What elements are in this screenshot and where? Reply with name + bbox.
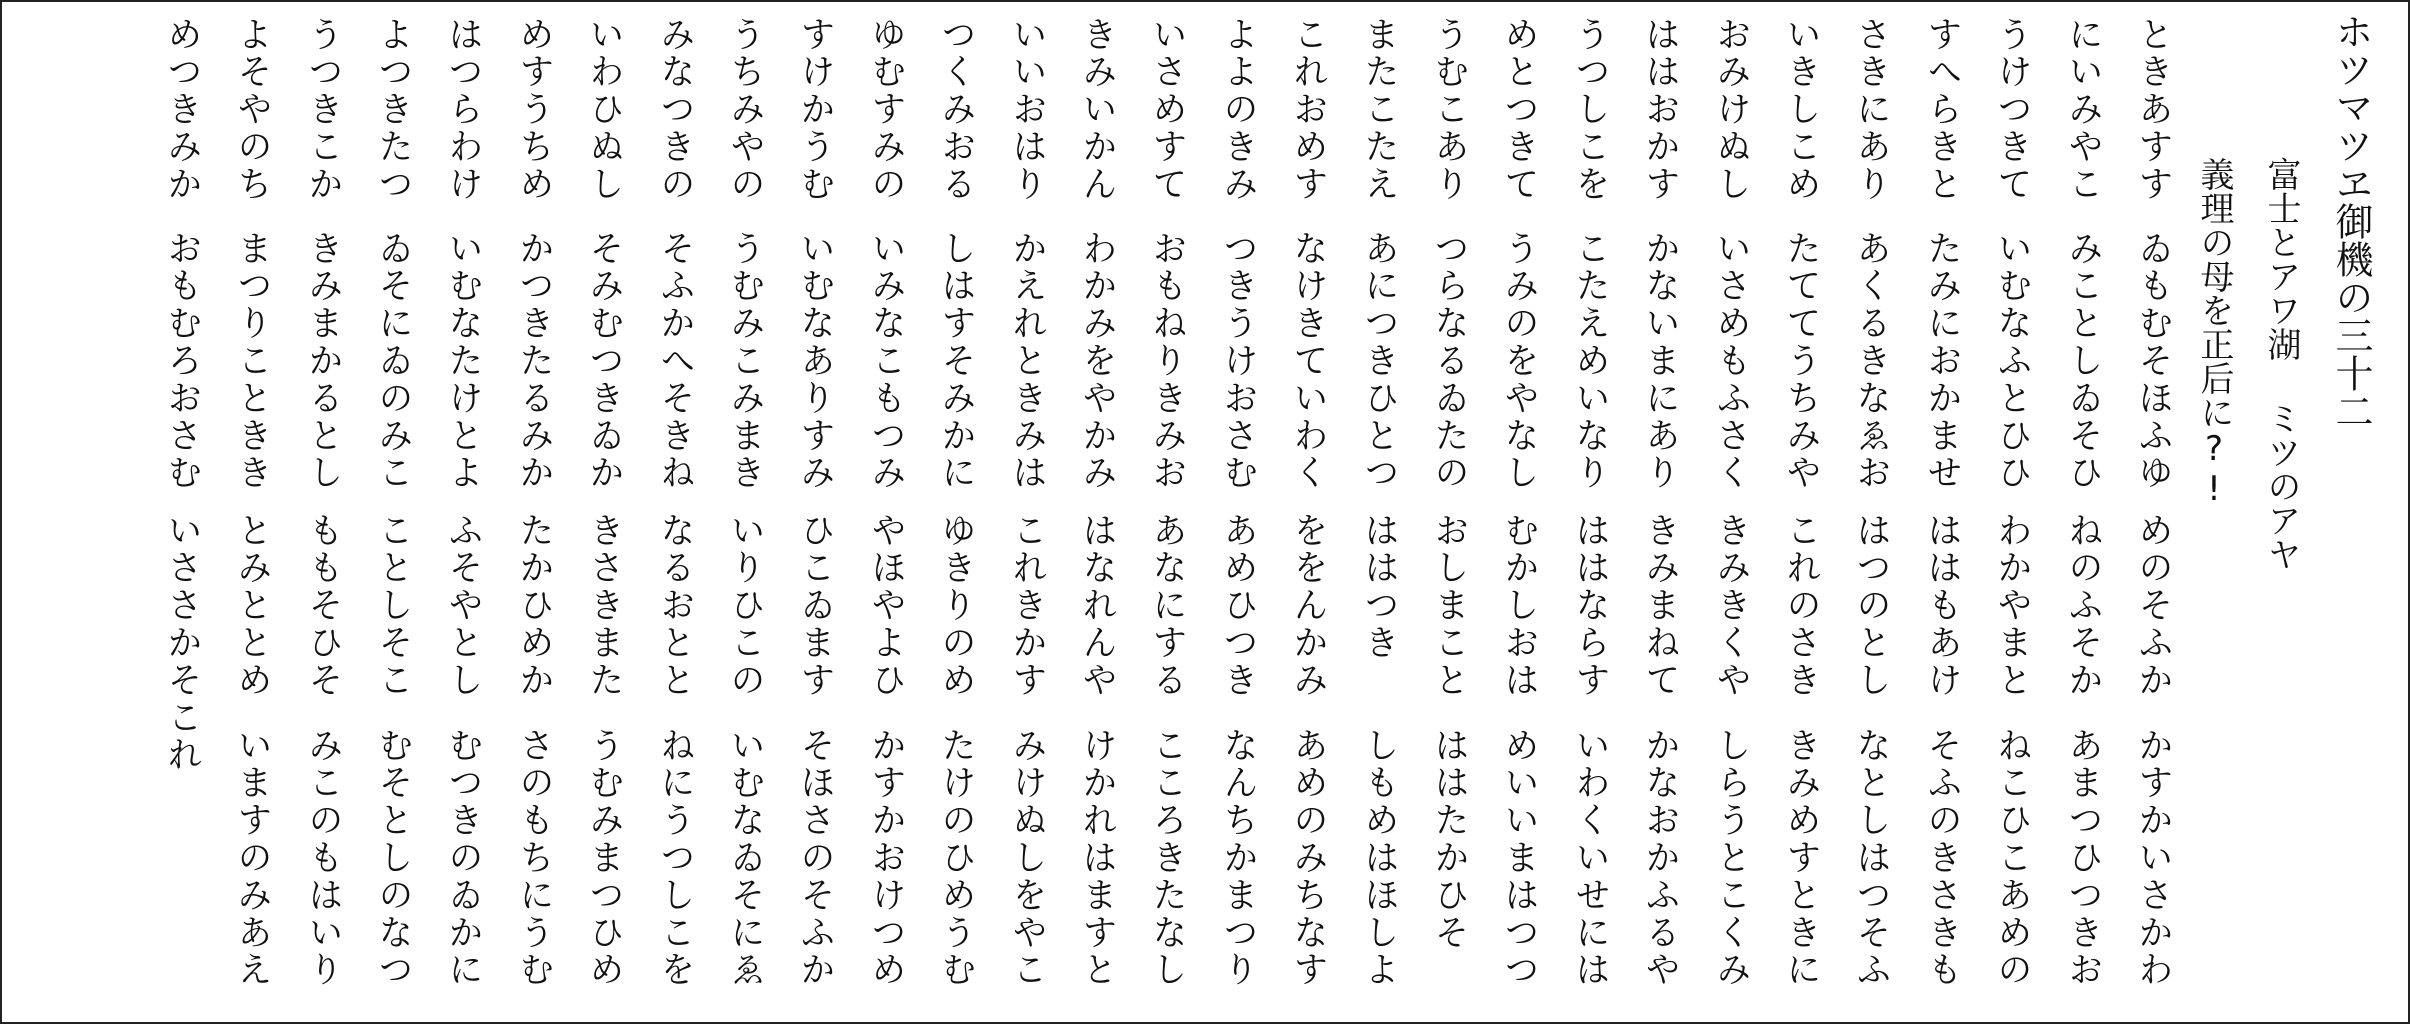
verse-segment: にいみやこ — [2063, 16, 2103, 203]
verse-segment: なとしはつそふ — [1851, 727, 1891, 989]
verse-segment: きみまかるとし — [303, 230, 343, 492]
verse-segment: うつしこを — [1570, 16, 1610, 203]
document-subtitle: 富士とアワ湖 ミツのアヤ — [2261, 157, 2301, 571]
verse-segment: あめひつき — [1218, 512, 1258, 699]
verse-segment: みこのもはいり — [303, 727, 343, 989]
verse-segment: しはすそみかに — [936, 230, 976, 492]
verse-segment: めのそふか — [2133, 512, 2173, 699]
verse-segment: しらうとこくみ — [1711, 727, 1751, 989]
verse-segment: とみととめ — [232, 512, 272, 699]
verse-segment: うけつきて — [1992, 16, 2032, 203]
verse-segment: なんちかまつり — [1218, 727, 1258, 989]
verse-segment: こたえめいなり — [1570, 230, 1610, 492]
verse-segment: いむなゐそにゑ — [725, 727, 765, 989]
verse-segment: あくるきなゑお — [1851, 230, 1891, 492]
verse-segment: いりひこの — [725, 512, 765, 699]
verse-segment: わかみをやかみ — [1077, 230, 1117, 492]
verse-segment: いきしこめ — [1781, 16, 1821, 203]
verse-segment: はつらわけ — [443, 16, 483, 203]
verse-segment: けかれはますと — [1077, 727, 1117, 989]
verse-segment: おもむろおさむ — [162, 230, 202, 492]
verse-segment: これおめす — [1288, 16, 1328, 203]
verse-segment: さのもちにうむ — [514, 727, 554, 989]
verse-segment: かすかおけつめ — [866, 727, 906, 989]
verse-segment: しもめはほしよ — [1359, 727, 1399, 989]
verse-segment: はつのとし — [1851, 512, 1891, 699]
verse-segment: いみなこもつみ — [866, 230, 906, 492]
verse-segment: そふのきさきも — [1922, 727, 1962, 989]
verse-segment: ねのふそか — [2063, 512, 2103, 699]
verse-segment: いむなふとひひ — [1992, 230, 2032, 492]
verse-segment: そみむつきゐか — [584, 230, 624, 492]
verse-segment: すけかうむ — [795, 16, 835, 203]
verse-segment: あなにする — [1147, 512, 1187, 699]
verse-segment: むかしおは — [1499, 512, 1539, 699]
verse-segment: まつりこときき — [232, 230, 272, 492]
verse-segment: うむこあり — [1429, 16, 1469, 203]
verse-segment: たみにおかませ — [1922, 230, 1962, 492]
verse-segment: よそやのち — [232, 16, 272, 203]
verse-segment: めいいまはつつ — [1499, 727, 1539, 989]
verse-segment: こころきたなし — [1147, 727, 1187, 989]
verse-segment: ははつき — [1359, 512, 1399, 662]
verse-segment: おしまこと — [1429, 512, 1469, 699]
verse-segment: つらなるゐたの — [1429, 230, 1469, 492]
verse-segment: かないまにあり — [1640, 230, 1680, 492]
verse-segment: みなつきの — [655, 16, 695, 203]
verse-segment: むつきのゐかに — [443, 727, 483, 989]
document-subtitle-note: 義理の母を正后に?! — [2194, 157, 2234, 509]
verse-segment: おもねりきみお — [1147, 230, 1187, 492]
verse-segment: いむなありすみ — [795, 230, 835, 492]
verse-segment: あまつひつきお — [2063, 727, 2103, 989]
verse-segment: きみいかん — [1077, 16, 1117, 203]
verse-segment: ゐもむそほふゆ — [2133, 230, 2173, 492]
verse-segment: そふかへそきね — [655, 230, 695, 492]
verse-segment: あにつきひとつ — [1359, 230, 1399, 492]
verse-segment: たててうちみや — [1781, 230, 1821, 492]
verse-segment: あめのみちなす — [1288, 727, 1328, 989]
verse-segment: うむみこみまき — [725, 230, 765, 492]
verse-segment: おみけぬし — [1711, 16, 1751, 203]
verse-segment: これのさき — [1781, 512, 1821, 699]
verse-segment: つきうけおさむ — [1218, 230, 1258, 492]
verse-segment: うつきこか — [303, 16, 343, 203]
verse-segment: うむみまつひめ — [584, 727, 624, 989]
verse-segment: はなれんや — [1077, 512, 1117, 699]
verse-segment: つくみおる — [936, 16, 976, 203]
verse-segment: いわひぬし — [584, 16, 624, 203]
verse-segment: みけぬしをやこ — [1007, 727, 1047, 989]
verse-segment: ははもあけ — [1922, 512, 1962, 699]
verse-segment: さきにあり — [1851, 16, 1891, 203]
verse-segment: そほさのそふか — [795, 727, 835, 989]
verse-segment: みことしゐそひ — [2063, 230, 2103, 492]
verse-segment: ねこひこあめの — [1992, 727, 2032, 989]
verse-segment: うみのをやなし — [1499, 230, 1539, 492]
verse-segment: ははおかす — [1640, 16, 1680, 203]
verse-segment: なけきていわく — [1288, 230, 1328, 492]
verse-segment: ゐそにゐのみこ — [373, 230, 413, 492]
verse-segment: いわくいせには — [1570, 727, 1610, 989]
verse-segment: いささかそこれ — [162, 512, 202, 774]
verse-segment: きみきくや — [1711, 512, 1751, 699]
verse-segment: かなおかふるや — [1640, 727, 1680, 989]
verse-segment: ひこゐます — [795, 512, 835, 699]
verse-segment: ふそやとし — [443, 512, 483, 699]
verse-segment: よよのきみ — [1218, 16, 1258, 203]
verse-segment: かえれときみは — [1007, 230, 1047, 492]
verse-segment: むそとしのなつ — [373, 727, 413, 989]
verse-segment: なるおとと — [655, 512, 695, 699]
verse-segment: いさめすて — [1147, 16, 1187, 203]
verse-segment: ももそひそ — [303, 512, 343, 699]
verse-segment: きみめすときに — [1781, 727, 1821, 989]
verse-segment: めつきみか — [162, 16, 202, 203]
verse-segment: きさきまた — [584, 512, 624, 699]
document-title: ホツマツヱ御機の三十二 — [2329, 12, 2373, 430]
verse-segment: たかひめか — [514, 512, 554, 699]
verse-segment: よつきたつ — [373, 16, 413, 203]
verse-segment: かつきたるみか — [514, 230, 554, 492]
verse-segment: うちみやの — [725, 16, 765, 203]
verse-segment: ときあすす — [2133, 16, 2173, 203]
verse-segment: ははたかひそ — [1429, 727, 1469, 952]
verse-segment: ゆむすみの — [866, 16, 906, 203]
verse-segment: きみまねて — [1640, 512, 1680, 699]
verse-segment: ことしそこ — [373, 512, 413, 699]
verse-segment: すへらきと — [1922, 16, 1962, 203]
verse-segment: かすかいさかわ — [2133, 727, 2173, 989]
verse-segment: ゆきりのめ — [936, 512, 976, 699]
verse-segment: やほやよひ — [866, 512, 906, 699]
verse-segment: いますのみあえ — [232, 727, 272, 989]
verse-segment: またこたえ — [1359, 16, 1399, 203]
verse-segment: いいおはり — [1007, 16, 1047, 203]
verse-segment: ををんかみ — [1288, 512, 1328, 699]
verse-segment: ねにうつしこを — [655, 727, 695, 989]
verse-segment: わかやまと — [1992, 512, 2032, 699]
verse-segment: ははならす — [1570, 512, 1610, 699]
verse-segment: たけのひめうむ — [936, 727, 976, 989]
verse-segment: めすうちめ — [514, 16, 554, 203]
verse-segment: めとつきて — [1499, 16, 1539, 203]
verse-segment: これきかす — [1007, 512, 1047, 699]
verse-segment: いむなたけとよ — [443, 230, 483, 492]
verse-segment: いさめもふさく — [1711, 230, 1751, 492]
